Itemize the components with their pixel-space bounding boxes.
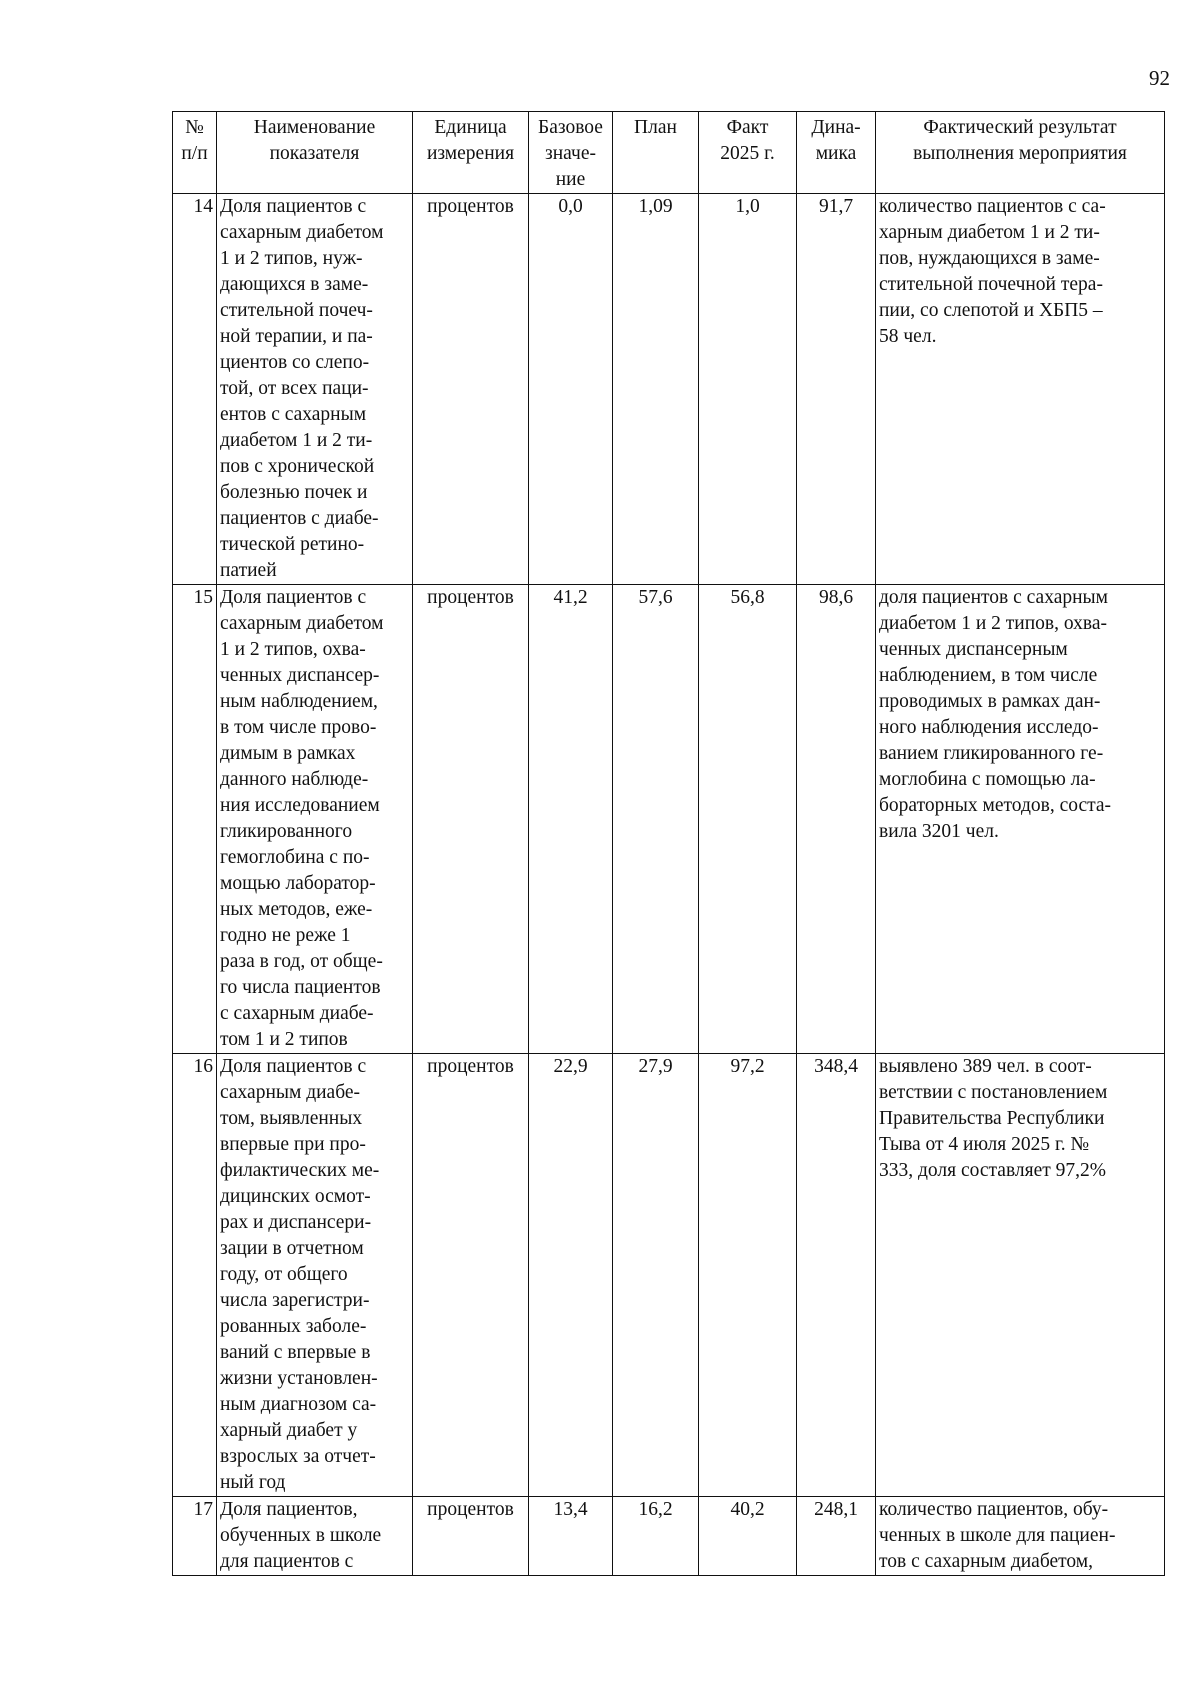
indicator-name-line: ным диагнозом са- [220, 1394, 377, 1415]
indicator-name-line: впервые при про- [220, 1134, 366, 1155]
dynamics-value-cell: 248,1 [797, 1497, 876, 1576]
indicator-name-line: филактических ме- [220, 1160, 380, 1181]
header-num-line: № [185, 117, 204, 138]
indicator-name-line: болезнью почек и [220, 482, 368, 503]
actual-result-line: 58 чел. [879, 326, 937, 347]
actual-result-line: ченных в школе для пациен- [879, 1525, 1116, 1546]
indicator-name-line: Доля пациентов, [220, 1499, 358, 1520]
indicator-name-line: сахарным диабе- [220, 1082, 361, 1103]
header-plan [613, 112, 699, 194]
actual-result-line: бораторных методов, соста- [879, 795, 1112, 816]
table-row [173, 1054, 1165, 1497]
actual-result-line: доля пациентов с сахарным [879, 587, 1108, 608]
actual-result-line: вила 3201 чел. [879, 821, 999, 842]
header-fact [699, 112, 797, 194]
unit-cell: процентов [413, 194, 529, 585]
unit-cell: процентов [413, 1054, 529, 1497]
header-dynamics-line: мика [815, 143, 857, 164]
header-base-line: Базовое [538, 117, 603, 138]
dynamics-value-cell: 91,7 [797, 194, 876, 585]
unit-cell: процентов [413, 1497, 529, 1576]
unit-cell: процентов [413, 585, 529, 1054]
indicator-name-line: том 1 и 2 типов [220, 1029, 348, 1050]
indicator-name-line: патией [220, 560, 277, 581]
indicator-name-line: ваний с впервые в [220, 1342, 371, 1363]
header-base-line: значе- [545, 143, 596, 164]
indicator-name [217, 194, 413, 585]
indicator-name-line: гемоглобина с по- [220, 847, 370, 868]
header-base-line: ние [555, 169, 586, 190]
indicator-name-line: ной терапии, и па- [220, 326, 373, 347]
indicator-name-line: рованных заболе- [220, 1316, 367, 1337]
header-name [217, 112, 413, 194]
actual-result [876, 1054, 1165, 1497]
indicator-name-line: ентов с сахарным [220, 404, 367, 425]
header-fact-line: Факт [726, 117, 769, 138]
actual-result-line: ченных диспансерным [879, 639, 1068, 660]
actual-result-line: ного наблюдения исследо- [879, 717, 1099, 738]
actual-result-line: моглобина с помощью ла- [879, 769, 1096, 790]
indicator-name [217, 1497, 413, 1576]
indicator-name [217, 585, 413, 1054]
indicator-name-line: мощью лаборатор- [220, 873, 376, 894]
indicator-name-line: зации в отчетном [220, 1238, 364, 1259]
actual-result-line: Тыва от 4 июля 2025 г. № [879, 1134, 1090, 1155]
table-body [173, 194, 1165, 1576]
indicator-name-line: пов с хронической [220, 456, 375, 477]
indicator-name-line: 1 и 2 типов, охва- [220, 639, 366, 660]
actual-result-line: выявлено 389 чел. в соот- [879, 1056, 1092, 1077]
dynamics-value-cell: 348,4 [797, 1054, 876, 1497]
row-number: 17 [173, 1497, 217, 1576]
indicator-name-line: с сахарным диабе- [220, 1003, 374, 1024]
page-number: 92 [1149, 66, 1170, 90]
actual-result-line: количество пациентов, обу- [879, 1499, 1109, 1520]
header-result-line: выполнения мероприятия [913, 143, 1127, 164]
actual-result [876, 1497, 1165, 1576]
indicator-name-line: стительной почеч- [220, 300, 373, 321]
plan-value-cell: 57,6 [613, 585, 699, 1054]
plan-value-cell: 1,09 [613, 194, 699, 585]
fact-value-cell: 40,2 [699, 1497, 797, 1576]
actual-result-line: наблюдением, в том числе [879, 665, 1098, 686]
indicator-name-line: Доля пациентов с [220, 587, 367, 608]
actual-result-line: диабетом 1 и 2 типов, охва- [879, 613, 1107, 634]
indicator-name-line: пациентов с диабе- [220, 508, 379, 529]
indicator-name-line: ченных диспансер- [220, 665, 380, 686]
indicator-name-line: тической ретино- [220, 534, 365, 555]
indicator-name-line: для пациентов с [220, 1551, 354, 1572]
indicator-name-line: сахарным диабетом [220, 613, 384, 634]
indicator-name-line: Доля пациентов с [220, 196, 367, 217]
row-number: 14 [173, 194, 217, 585]
actual-result-line: стительной почечной тера- [879, 274, 1103, 295]
indicator-name-line: гликированного [220, 821, 353, 842]
actual-result-line: 333, доля составляет 97,2% [879, 1160, 1107, 1181]
actual-result [876, 194, 1165, 585]
base-value-cell: 22,9 [529, 1054, 613, 1497]
indicator-name-line: раза в год, от обще- [220, 951, 383, 972]
row-number: 15 [173, 585, 217, 1054]
fact-value-cell: 1,0 [699, 194, 797, 585]
actual-result-line: количество пациентов с са- [879, 196, 1106, 217]
header-num-line: п/п [181, 143, 208, 164]
indicator-name-line: ных методов, еже- [220, 899, 373, 920]
indicator-name-line: дающихся в заме- [220, 274, 369, 295]
header-name-line: показателя [269, 143, 360, 164]
indicator-name-line: жизни установлен- [220, 1368, 378, 1389]
row-number: 16 [173, 1054, 217, 1497]
indicator-name-line: в том числе прово- [220, 717, 377, 738]
header-plan-line: План [634, 117, 677, 138]
header-unit [413, 112, 529, 194]
header-num [173, 112, 217, 194]
table-row [173, 194, 1165, 585]
plan-value-cell: 27,9 [613, 1054, 699, 1497]
indicator-name-line: ния исследованием [220, 795, 380, 816]
indicator-name-line: циентов со слепо- [220, 352, 370, 373]
header-name-line: Наименование [253, 117, 376, 138]
indicator-name-line: данного наблюде- [220, 769, 369, 790]
actual-result [876, 585, 1165, 1054]
header-dynamics [797, 112, 876, 194]
indicator-name-line: дицинских осмот- [220, 1186, 371, 1207]
header-unit-line: Единица [434, 117, 507, 138]
indicator-name-line: сахарным диабетом [220, 222, 384, 243]
indicator-name-line: той, от всех паци- [220, 378, 369, 399]
indicator-name-line: Доля пациентов с [220, 1056, 367, 1077]
table-row [173, 1497, 1165, 1576]
header-result [876, 112, 1165, 194]
fact-value-cell: 97,2 [699, 1054, 797, 1497]
actual-result-line: ванием гликированного ге- [879, 743, 1104, 764]
header-base [529, 112, 613, 194]
base-value-cell: 13,4 [529, 1497, 613, 1576]
actual-result-line: пии, со слепотой и ХБП5 – [879, 300, 1103, 321]
header-result-line: Фактический результат [923, 117, 1117, 138]
indicator-name-line: взрослых за отчет- [220, 1446, 376, 1467]
indicator-name-line: 1 и 2 типов, нуж- [220, 248, 363, 269]
indicator-name-line: харный диабет у [220, 1420, 358, 1441]
actual-result-line: харным диабетом 1 и 2 ти- [879, 222, 1100, 243]
indicator-name [217, 1054, 413, 1497]
header-unit-line: измерения [426, 143, 515, 164]
indicator-name-line: димым в рамках [220, 743, 356, 764]
actual-result-line: проводимых в рамках дан- [879, 691, 1101, 712]
actual-result-line: пов, нуждающихся в заме- [879, 248, 1100, 269]
indicator-name-line: рах и диспансери- [220, 1212, 372, 1233]
indicator-name-line: ный год [220, 1472, 286, 1493]
indicator-name-line: обученных в школе [220, 1525, 382, 1546]
indicator-name-line: том, выявленных [220, 1108, 363, 1129]
indicators-table [172, 111, 1165, 1576]
indicator-name-line: числа зарегистри- [220, 1290, 370, 1311]
table-header-row [173, 112, 1165, 194]
indicator-name-line: ным наблюдением, [220, 691, 378, 712]
table-row [173, 585, 1165, 1054]
indicator-name-line: году, от общего [220, 1264, 348, 1285]
actual-result-line: тов с сахарным диабетом, [879, 1551, 1094, 1572]
header-fact-line: 2025 г. [720, 143, 775, 164]
indicator-name-line: го числа пациентов [220, 977, 381, 998]
fact-value-cell: 56,8 [699, 585, 797, 1054]
plan-value-cell: 16,2 [613, 1497, 699, 1576]
actual-result-line: Правительства Республики [879, 1108, 1105, 1129]
dynamics-value-cell: 98,6 [797, 585, 876, 1054]
header-dynamics-line: Дина- [811, 117, 861, 138]
actual-result-line: ветствии с постановлением [879, 1082, 1108, 1103]
base-value-cell: 0,0 [529, 194, 613, 585]
base-value-cell: 41,2 [529, 585, 613, 1054]
indicator-name-line: диабетом 1 и 2 ти- [220, 430, 373, 451]
indicator-name-line: годно не реже 1 [220, 925, 351, 946]
